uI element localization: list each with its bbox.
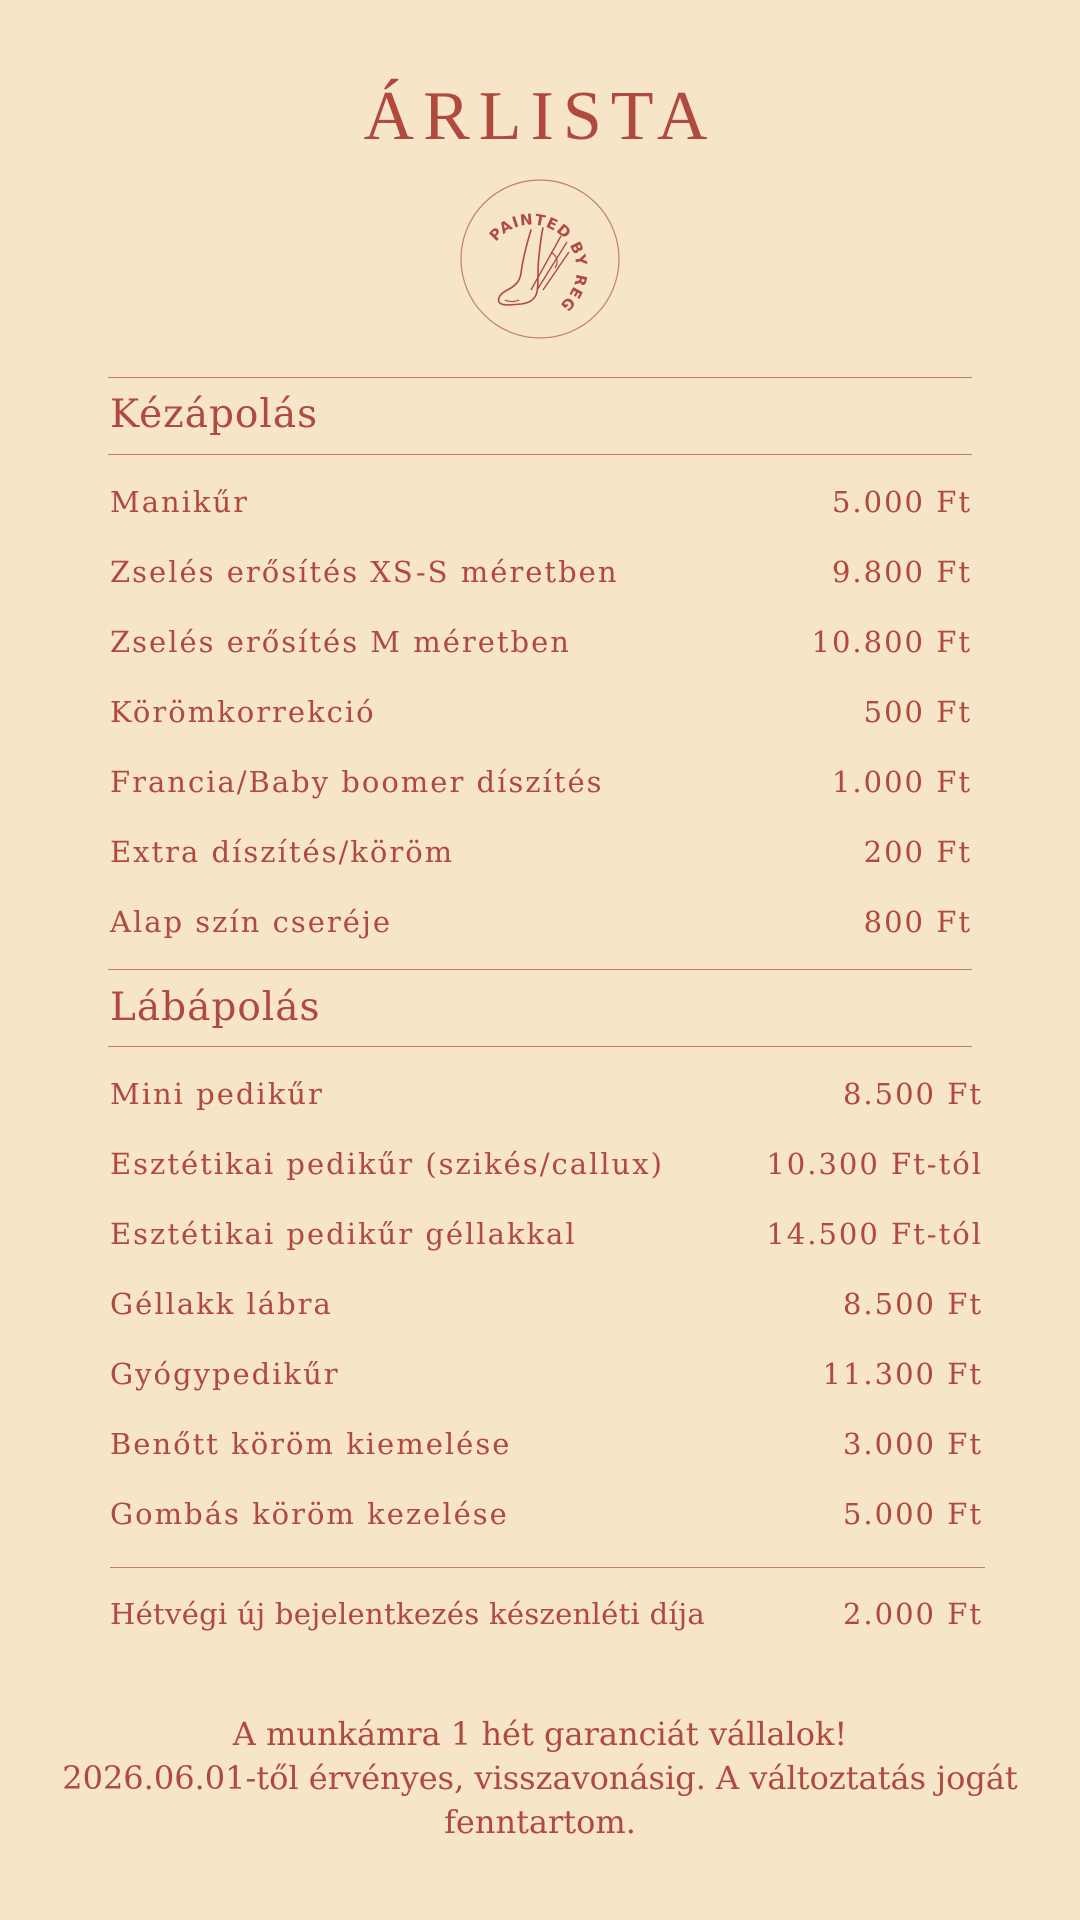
divider (110, 1567, 985, 1568)
service-name: Manikűr (110, 485, 250, 519)
service-price: 500 Ft (863, 695, 972, 729)
section-title-foot-care: Lábápolás (110, 985, 321, 1030)
service-price: 800 Ft (863, 905, 972, 939)
service-name: Alap szín cseréje (110, 905, 393, 939)
service-name: Esztétikai pedikűr géllakkal (110, 1217, 577, 1251)
price-row (110, 1492, 983, 1536)
service-name: Zselés erősítés M méretben (110, 625, 571, 659)
price-row (110, 480, 972, 524)
service-price: 200 Ft (863, 835, 972, 869)
divider (108, 377, 972, 378)
service-price: 10.800 Ft (811, 625, 972, 659)
service-price: 10.300 Ft-tól (766, 1147, 983, 1181)
section-title-hand-care: Kézápolás (110, 392, 319, 437)
price-row (110, 1142, 983, 1186)
service-price: 14.500 Ft-tól (766, 1217, 983, 1251)
price-row (110, 830, 972, 874)
divider (108, 454, 972, 455)
service-price: 8.500 Ft (842, 1287, 983, 1321)
service-price: 1.000 Ft (831, 765, 972, 799)
service-price: 3.000 Ft (842, 1427, 983, 1461)
service-name: Körömkorrekció (110, 695, 376, 729)
price-row (110, 690, 972, 734)
divider (108, 1046, 972, 1047)
service-name: Gyógypedikűr (110, 1357, 340, 1391)
weekend-fee-row (110, 1592, 983, 1636)
brand-logo (459, 178, 621, 340)
svg-text:PAINTED BY REGINA (459, 178, 591, 315)
service-name: Zselés erősítés XS-S méretben (110, 555, 619, 589)
service-name: Gombás köröm kezelése (110, 1497, 509, 1531)
price-row (110, 550, 972, 594)
leg-with-brush-icon (459, 178, 621, 340)
price-row (110, 760, 972, 804)
validity-note: 2026.06.01-től érvényes, visszavonásig. A változtatás jogát (62, 1759, 1018, 1797)
service-name: Francia/Baby boomer díszítés (110, 765, 604, 799)
service-name: Hétvégi új bejelentkezés készenléti díja (110, 1597, 705, 1631)
service-name: Géllakk lábra (110, 1287, 333, 1321)
validity-note-continued: fenntartom. (444, 1803, 636, 1841)
service-name: Mini pedikűr (110, 1077, 324, 1111)
footer-notes (0, 1712, 1080, 1844)
divider (108, 969, 972, 970)
price-row (110, 1422, 983, 1466)
service-name: Extra díszítés/köröm (110, 835, 455, 869)
price-row (110, 900, 972, 944)
service-price: 5.000 Ft (842, 1497, 983, 1531)
service-price: 9.800 Ft (831, 555, 972, 589)
service-name: Benőtt köröm kiemelése (110, 1427, 512, 1461)
service-name: Esztétikai pedikűr (szikés/callux) (110, 1147, 664, 1181)
price-row (110, 1072, 983, 1116)
service-price: 11.300 Ft (822, 1357, 983, 1391)
price-row (110, 1352, 983, 1396)
price-row (110, 620, 972, 664)
service-price: 5.000 Ft (831, 485, 972, 519)
page-title: ÁRLISTA (363, 78, 717, 155)
price-row (110, 1212, 983, 1256)
price-row (110, 1282, 983, 1326)
guarantee-note: A munkámra 1 hét garanciát vállalok! (232, 1715, 848, 1753)
service-price: 2.000 Ft (842, 1597, 983, 1631)
service-price: 8.500 Ft (842, 1077, 983, 1111)
logo-text: PAINTED BY REG (485, 210, 591, 316)
